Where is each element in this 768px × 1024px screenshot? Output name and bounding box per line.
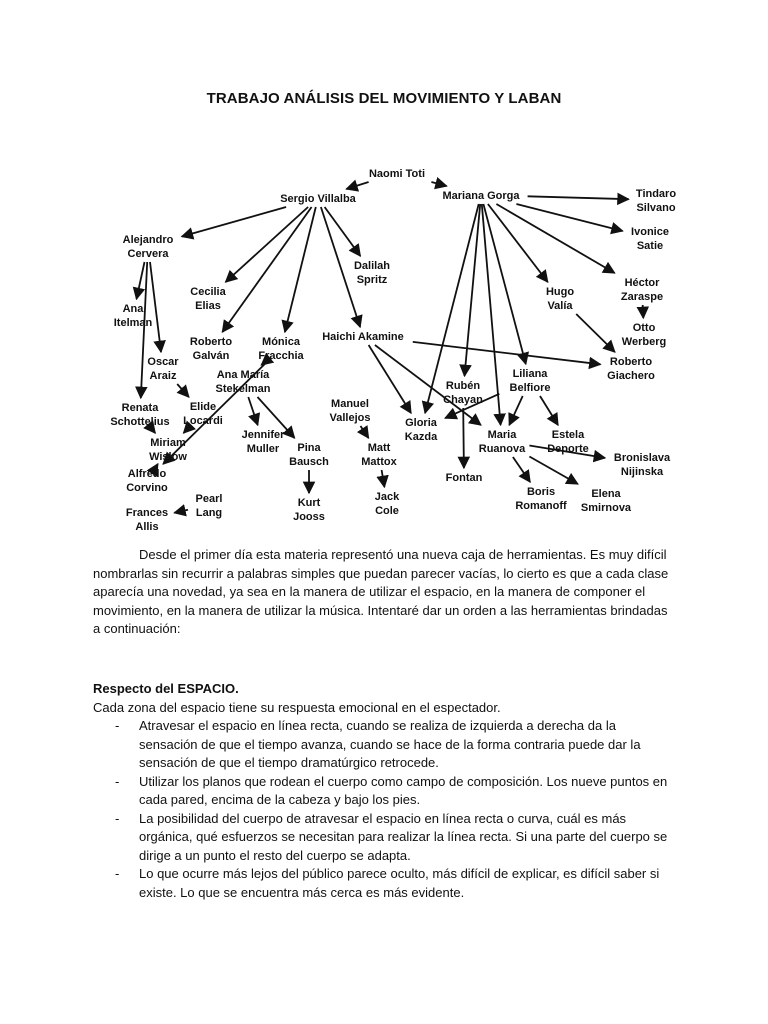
arrow-naomi-to-mariana <box>431 182 446 186</box>
node-maria <box>479 429 526 455</box>
node-pearl <box>196 493 223 519</box>
node-elide <box>183 401 223 427</box>
node-ana <box>114 303 153 329</box>
node-label-line: Corvino <box>126 482 168 494</box>
node-robertgal <box>190 336 232 362</box>
node-renata <box>110 402 169 428</box>
node-alejandro <box>123 234 174 260</box>
node-label-line: Gloria <box>405 417 437 429</box>
node-label-line: Maria <box>487 429 517 441</box>
node-label-line: Dalilah <box>353 260 391 272</box>
node-boris <box>515 486 567 512</box>
arrow-alejandro-to-oscar <box>150 262 161 352</box>
node-label-line: Romanoff <box>515 500 567 512</box>
node-label-line: Fontan <box>445 472 483 484</box>
arrow-maria-to-elena <box>529 457 577 485</box>
node-label-line: Estela <box>551 429 585 441</box>
node-label-line: Muller <box>246 443 280 455</box>
node-label-line: Kurt <box>297 497 321 509</box>
arrow-manuel-to-matt <box>361 426 369 438</box>
node-fontan <box>446 472 483 484</box>
arrow-mariana-to-ivonice <box>516 204 622 231</box>
node-label-line: Rubén <box>445 380 481 392</box>
node-label-line: Mariana Gorga <box>442 190 520 202</box>
space-section <box>93 680 678 902</box>
node-label-line: Jooss <box>293 511 325 523</box>
node-label-line: Renata <box>121 402 159 414</box>
node-tindaro <box>636 188 676 214</box>
node-liliana <box>510 368 551 394</box>
arrow-matt-to-jack <box>382 470 385 487</box>
node-label-line: Oscar <box>147 356 179 368</box>
node-hector <box>621 277 663 303</box>
node-robertog <box>607 356 655 382</box>
bullet-text: Utilizar los planos que rodean el cuerpo como campo de composición. Los nueve puntos en cada pared, encima de la cabeza y bajo los pies. <box>139 773 668 807</box>
arrow-monica-to-anamaria <box>261 364 262 365</box>
node-label-line: Manuel <box>331 398 369 410</box>
node-label-line: Locardi <box>183 415 223 427</box>
node-label-line: Werberg <box>621 336 667 348</box>
bullet-item <box>93 717 678 773</box>
node-estela <box>547 429 589 455</box>
node-jennifer <box>242 429 286 455</box>
node-label-line: Deporte <box>547 443 589 455</box>
bullet-text: Atravesar el espacio en línea recta, cuando se realiza de izquierda a derecha da la sensación de que el tiempo avanza, cuando se hace de la forma contraria puede dar la sensación de que el tiempo dramatúrgico retrocede. <box>139 718 641 770</box>
arrow-sergio-to-dalilah <box>325 207 361 256</box>
arrow-oscar-to-elide <box>177 384 189 397</box>
arrow-elide-to-miriam <box>184 429 188 433</box>
node-label-line: Galván <box>192 350 230 362</box>
arrow-liliana-to-maria <box>509 396 522 425</box>
arrow-liliana-to-estela <box>540 396 558 425</box>
node-jack <box>375 491 400 517</box>
bullet-item <box>93 865 678 902</box>
arrow-mariana-to-tindaro <box>528 196 629 199</box>
node-otto <box>622 322 666 348</box>
bullet-text: Lo que ocurre más lejos del público parece oculto, más difícil de explicar, es difícil saber si existe. Lo que se encuentra más cerca es más evidente. <box>139 866 660 900</box>
node-label-line: Pina <box>297 442 321 454</box>
node-label-line: Héctor <box>624 277 660 289</box>
node-label-line: Stekelman <box>215 383 271 395</box>
node-label-line: Cecilia <box>190 286 226 298</box>
node-mariana <box>442 190 520 202</box>
node-label-line: Zaraspe <box>620 291 664 303</box>
node-label-line: Allis <box>135 521 159 533</box>
node-label-line: Haichi Akamine <box>322 331 404 343</box>
node-pina <box>289 442 329 468</box>
arrow-alejandro-to-renata <box>141 262 147 398</box>
genealogy-tree <box>0 150 768 540</box>
node-oscar <box>147 356 179 382</box>
node-label-line: Spritz <box>356 274 388 286</box>
node-hugo <box>546 286 574 312</box>
node-miriam <box>149 437 187 463</box>
arrow-hugo-to-robertog <box>576 314 615 352</box>
node-alfredo <box>126 468 168 494</box>
node-gloria <box>405 417 438 443</box>
node-label-line: Hugo <box>545 286 575 298</box>
node-matt <box>361 442 397 468</box>
node-ivonice <box>631 226 669 252</box>
node-label-line: Liliana <box>512 368 548 380</box>
arrow-anamaria-to-jennifer <box>248 397 257 425</box>
bullet-item <box>93 773 678 810</box>
intro-paragraph: Desde el primer día esta materia representó una nueva caja de herramientas. Es muy difícil nombrarlas sin recurrir a palabras simples que puedan parecer vacías, lo cierto es que a cada clase aparecía una novedad, ya sea en la manera de utilizar el espacio, en la manera de componer el movimiento, en la manera de utilizar la música. Intentaré dar un orden a las herramientas brindadas a continuación: <box>93 547 669 636</box>
node-haichi <box>322 331 404 343</box>
node-label-line: Frances <box>125 507 169 519</box>
node-label-line: Tindaro <box>635 188 677 200</box>
node-label-line: Schottelius <box>110 416 170 428</box>
node-label-line: Vallejos <box>329 412 371 424</box>
node-label-line: Roberto <box>189 336 233 348</box>
node-label-line: Ivonice <box>631 226 669 238</box>
node-label-line: Kazda <box>404 431 438 443</box>
node-label-line: Roberto <box>609 356 653 368</box>
node-manuel <box>330 398 371 424</box>
arrow-ruben-to-fontan <box>463 408 464 468</box>
node-bronislava <box>614 452 671 478</box>
node-label-line: Bausch <box>289 456 329 468</box>
node-frances <box>126 507 168 533</box>
node-kurt <box>293 497 325 523</box>
node-label-line: Otto <box>632 322 656 334</box>
node-label-line: Valía <box>547 300 573 312</box>
bullet-dash: - <box>115 866 120 881</box>
node-label-line: Mattox <box>361 456 397 468</box>
arrow-alejandro-to-ana <box>137 262 145 299</box>
arrow-mariana-to-liliana <box>483 204 525 364</box>
arrow-renata-to-miriam <box>153 430 155 433</box>
node-label-line: Araiz <box>149 370 177 382</box>
node-anamaria <box>215 369 270 395</box>
node-label-line: Elena <box>591 488 621 500</box>
node-monica <box>258 336 304 362</box>
node-label-line: Giachero <box>607 370 655 382</box>
section-lead: Cada zona del espacio tiene su respuesta emocional en el espectador. <box>93 699 501 715</box>
node-sergio <box>280 193 356 205</box>
node-label-line: Mónica <box>262 336 300 348</box>
node-label-line: Pearl <box>195 493 223 505</box>
arrow-hector-to-otto <box>643 305 644 318</box>
arrow-miriam-to-alfredo <box>157 464 158 465</box>
node-label-line: Fracchia <box>258 350 304 362</box>
arrow-sergio-to-alejandro <box>182 207 286 237</box>
node-elena <box>581 488 632 514</box>
arrow-mariana-to-maria <box>482 204 501 425</box>
node-label-line: Itelman <box>113 317 153 329</box>
node-label-line: Chayan <box>443 394 483 406</box>
node-label-line: Jennifer <box>241 429 285 441</box>
node-label-line: Alfredo <box>127 468 167 480</box>
arrow-pearl-to-frances <box>174 510 188 513</box>
node-label-line: Belfiore <box>509 382 551 394</box>
node-label-line: Matt <box>367 442 391 454</box>
node-label-line: Smirnova <box>580 502 632 514</box>
node-label-line: Alejandro <box>122 234 174 246</box>
bullet-item <box>93 810 678 866</box>
bullet-text: La posibilidad del cuerpo de atravesar el espacio en línea recta o curva, cuál es más orgánica, qué esfuerzos se necesitan para realizar la línea recta. Si una parte del cuerpo se dirige a un punto el resto del cuerpo se adapta. <box>139 810 668 863</box>
node-label-line: Boris <box>526 486 556 498</box>
section-heading: Respecto del ESPACIO. <box>93 681 239 696</box>
node-label-line: Silvano <box>636 202 676 214</box>
node-label-line: Ruanova <box>478 443 526 455</box>
node-naomi <box>369 168 425 180</box>
node-cecilia <box>190 286 226 312</box>
node-label-line: Ana María <box>216 369 270 381</box>
bullet-dash: - <box>115 773 120 789</box>
node-label-line: Miriam <box>150 437 186 449</box>
node-label-line: Wislow <box>149 451 187 463</box>
node-label-line: Bronislava <box>613 452 671 464</box>
node-dalilah <box>354 260 390 286</box>
node-label-line: Cole <box>375 505 399 517</box>
bullet-list <box>93 717 678 902</box>
node-label-line: Lang <box>195 507 223 519</box>
bullet-dash: - <box>115 718 120 733</box>
bullet-dash: - <box>115 810 120 826</box>
node-label-line: Ana <box>122 303 144 315</box>
arrow-sergio-to-monica <box>285 207 316 332</box>
node-label-line: Satie <box>636 240 664 252</box>
node-label-line: Naomi Toti <box>368 168 426 180</box>
node-ruben <box>443 380 483 406</box>
arrow-sergio-to-robertgal <box>222 207 311 332</box>
arrow-maria-to-boris <box>513 457 530 482</box>
node-label-line: Nijinska <box>620 466 664 478</box>
node-label-line: Jack <box>374 491 400 503</box>
node-label-line: Elide <box>189 401 217 413</box>
node-label-line: Sergio Villalba <box>280 193 356 205</box>
page-title: TRABAJO ANÁLISIS DEL MOVIMIENTO Y LABAN <box>206 90 562 107</box>
arrow-naomi-to-sergio <box>346 182 368 189</box>
node-label-line: Cervera <box>127 248 169 260</box>
node-label-line: Elias <box>195 300 221 312</box>
